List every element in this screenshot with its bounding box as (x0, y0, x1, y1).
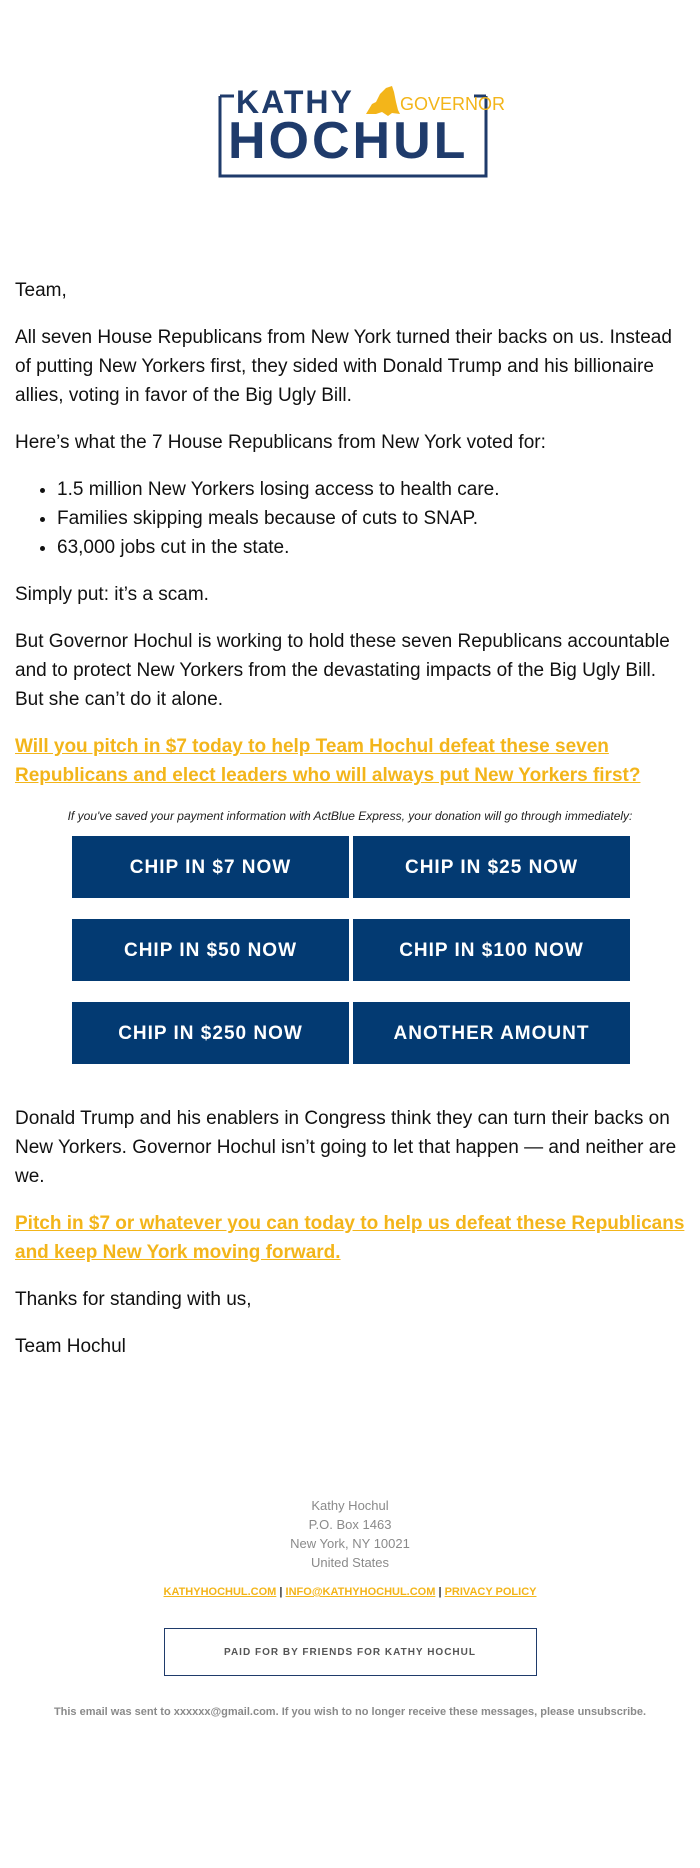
email-link[interactable]: INFO@KATHYHOCHUL.COM (285, 1586, 436, 1598)
another-amount-button[interactable]: ANOTHER AMOUNT (353, 1002, 630, 1064)
footer-po-box: P.O. Box 1463 (308, 1517, 392, 1532)
paragraph-intro: All seven House Republicans from New York turned their backs on us. Instead of putting New Yorkers first, they sided with Donald Trump and his billionaire allies, voting in favor of the Big Ugly Bill. (15, 327, 672, 406)
footer-links (0, 1584, 700, 1600)
logo-hochul-text: HOCHUL (228, 112, 469, 170)
signature: Team Hochul (15, 1336, 126, 1357)
chip-in-100-button[interactable]: CHIP IN $100 NOW (353, 919, 630, 981)
bullet-list (57, 475, 687, 562)
privacy-policy-link[interactable]: PRIVACY POLICY (444, 1586, 537, 1598)
paid-for-disclaimer: PAID FOR BY FRIENDS FOR KATHY HOCHUL (164, 1628, 537, 1676)
chip-in-50-button[interactable]: CHIP IN $50 NOW (72, 919, 349, 981)
chip-in-25-button[interactable]: CHIP IN $25 NOW (353, 836, 630, 898)
bullet-item: • 63,000 jobs cut in the state. (57, 533, 687, 562)
chip-in-250-button[interactable]: CHIP IN $250 NOW (72, 1002, 349, 1064)
bullet-item: • Families skipping meals because of cuts to SNAP. (57, 504, 687, 533)
chip-in-7-button[interactable]: CHIP IN $7 NOW (72, 836, 349, 898)
header-logo-area (0, 82, 700, 182)
email-footer (0, 1496, 700, 1718)
actblue-note: If you've saved your payment information with ActBlue Express, your donation will go through immediately: (67, 809, 633, 823)
footer-city: New York, NY 10021 (290, 1536, 410, 1551)
paragraph-scam: Simply put: it’s a scam. (15, 584, 209, 605)
pitch-in-cta-link[interactable]: Pitch in $7 or whatever you can today to help us defeat these Republicans and keep New York moving forward. (15, 1213, 685, 1263)
unsubscribe-notice[interactable]: This email was sent to xxxxxx@gmail.com. If you wish to no longer receive these messages, please unsubscribe. (53, 1706, 647, 1718)
paragraph-accountable: But Governor Hochul is working to hold these seven Republicans accountable and to protect New Yorkers from the devastating impacts of the Big Ugly Bill. But she can’t do it alone. (15, 631, 670, 710)
greeting: Team, (15, 280, 67, 301)
closing: Thanks for standing with us, (15, 1289, 252, 1310)
kathy-hochul-logo[interactable] (212, 82, 506, 178)
paragraph-enablers: Donald Trump and his enablers in Congress think they can turn their backs on New Yorkers. Governor Hochul isn’t going to let that happen — and neither are we. (15, 1108, 677, 1187)
logo-governor-text: GOVERNOR (400, 94, 506, 114)
link-separator: | (438, 1586, 442, 1598)
link-separator: | (279, 1586, 283, 1598)
donate-cta-link[interactable]: Will you pitch in $7 today to help Team Hochul defeat these seven Republicans and elect leaders who will always put New Yorkers first? (15, 736, 641, 786)
bullet-item: • 1.5 million New Yorkers losing access to health care. (57, 475, 687, 504)
paragraph-voted-for: Here’s what the 7 House Republicans from New York voted for: (15, 432, 546, 453)
logo-kathy-text: KATHY (236, 84, 354, 120)
website-link[interactable]: KATHYHOCHUL.COM (163, 1586, 277, 1598)
footer-country: United States (310, 1555, 390, 1570)
email-body (15, 276, 687, 1044)
email-body-continued (15, 1104, 687, 1379)
footer-name: Kathy Hochul (311, 1498, 389, 1513)
